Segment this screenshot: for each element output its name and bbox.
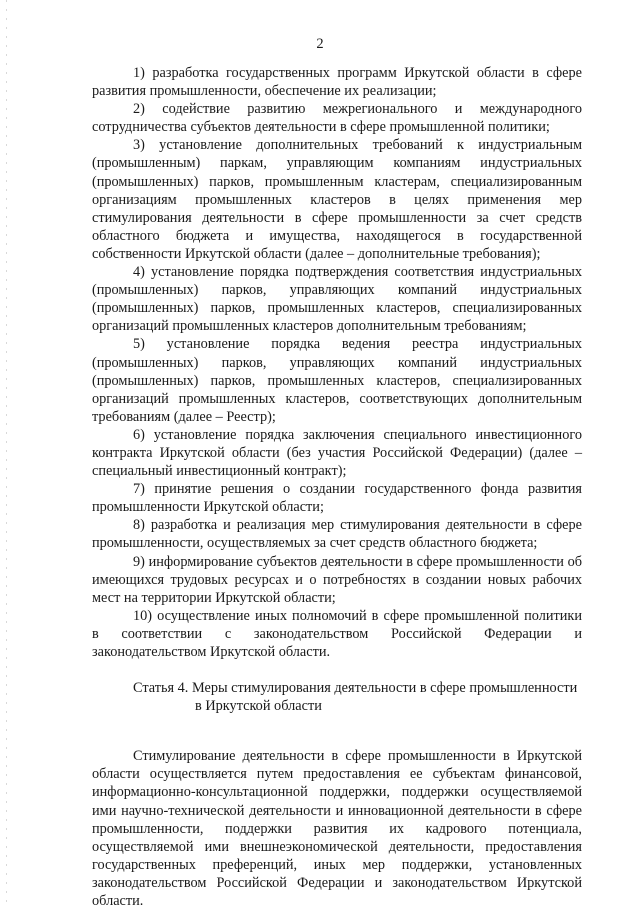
list-item-7: 7) принятие решения о создании государственного фонда развития промышленности Иркутской области; (92, 481, 582, 516)
list-item-10: 10) осуществление иных полномочий в сфере промышленной политики в соответствии с законодательством Российской Федерации и законодательством Иркутской области. (92, 607, 582, 660)
scan-margin-mark (6, 0, 7, 905)
page-number: 2 (316, 36, 324, 52)
document-body (92, 64, 582, 910)
list-item-4: 4) установление порядка подтверждения соответствия индустриальных (промышленных) парков, управляющих компаний индустриальных (промышленных) парков, промышленных кластеров, специализированных организаций промышленных кластеров дополнительным требованиям; (92, 264, 582, 335)
list-item-1: 1) разработка государственных программ Иркутской области в сфере развития промышленности, обеспечение их реализации; (92, 65, 582, 100)
article-heading-line1: Статья 4. Меры стимулирования деятельности в сфере промышленности (133, 680, 578, 697)
list-item-3: 3) установление дополнительных требований к индустриальным (промышленным) паркам, управляющим компаниям индустриальных (промышленных) парков, промышленным кластерам, специализированным организациям промышленных кластеров в целях применения мер стимулирования деятельности в сфере промышленности за счет средств областного бюджета и имущества, находящегося в государственной собственности Иркутской области (далее – дополнительные требования); (92, 137, 582, 262)
list-item-9: 9) информирование субъектов деятельности в сфере промышленности об имеющихся трудовых ресурсах и о потребностях в создании новых рабочих мест на территории Иркутской области; (92, 553, 582, 606)
list-item-6: 6) установление порядка заключения специального инвестиционного контракта Иркутской области (без участия Российской Федерации) (далее – специальный инвестиционный контракт); (92, 426, 582, 480)
article-body: Стимулирование деятельности в сфере промышленности в Иркутской области осуществляется путем предоставления ее субъектам финансовой, информационно-консультационной поддержки, поддержки осуществляемой ими научно-технической деятельности и инновационной деятельности в сфере промышленности, поддержки развития их кадрового потенциала, осуществляемой ими внешнеэкономической деятельности, предоставления государственных преференций, иных мер поддержки, установленных законодательством Российской Федерации и законодательством Иркутской области. (92, 748, 582, 910)
list-item-8: 8) разработка и реализация мер стимулирования деятельности в сфере промышленности, осуществляемых за счет средств областного бюджета; (92, 517, 582, 552)
list-item-5: 5) установление порядка ведения реестра индустриальных (промышленных) парков, управляющих компаний индустриальных (промышленных) парков, промышленных кластеров, специализированных организаций промышленных кластеров, соответствующих дополнительным требованиям (далее – Реестр); (92, 336, 582, 425)
article-heading (92, 679, 582, 715)
article-heading-line2: в Иркутской области (195, 698, 322, 715)
list-item-2: 2) содействие развитию межрегионального и международного сотрудничества субъектов деятельности в сфере промышленной политики; (92, 101, 582, 136)
